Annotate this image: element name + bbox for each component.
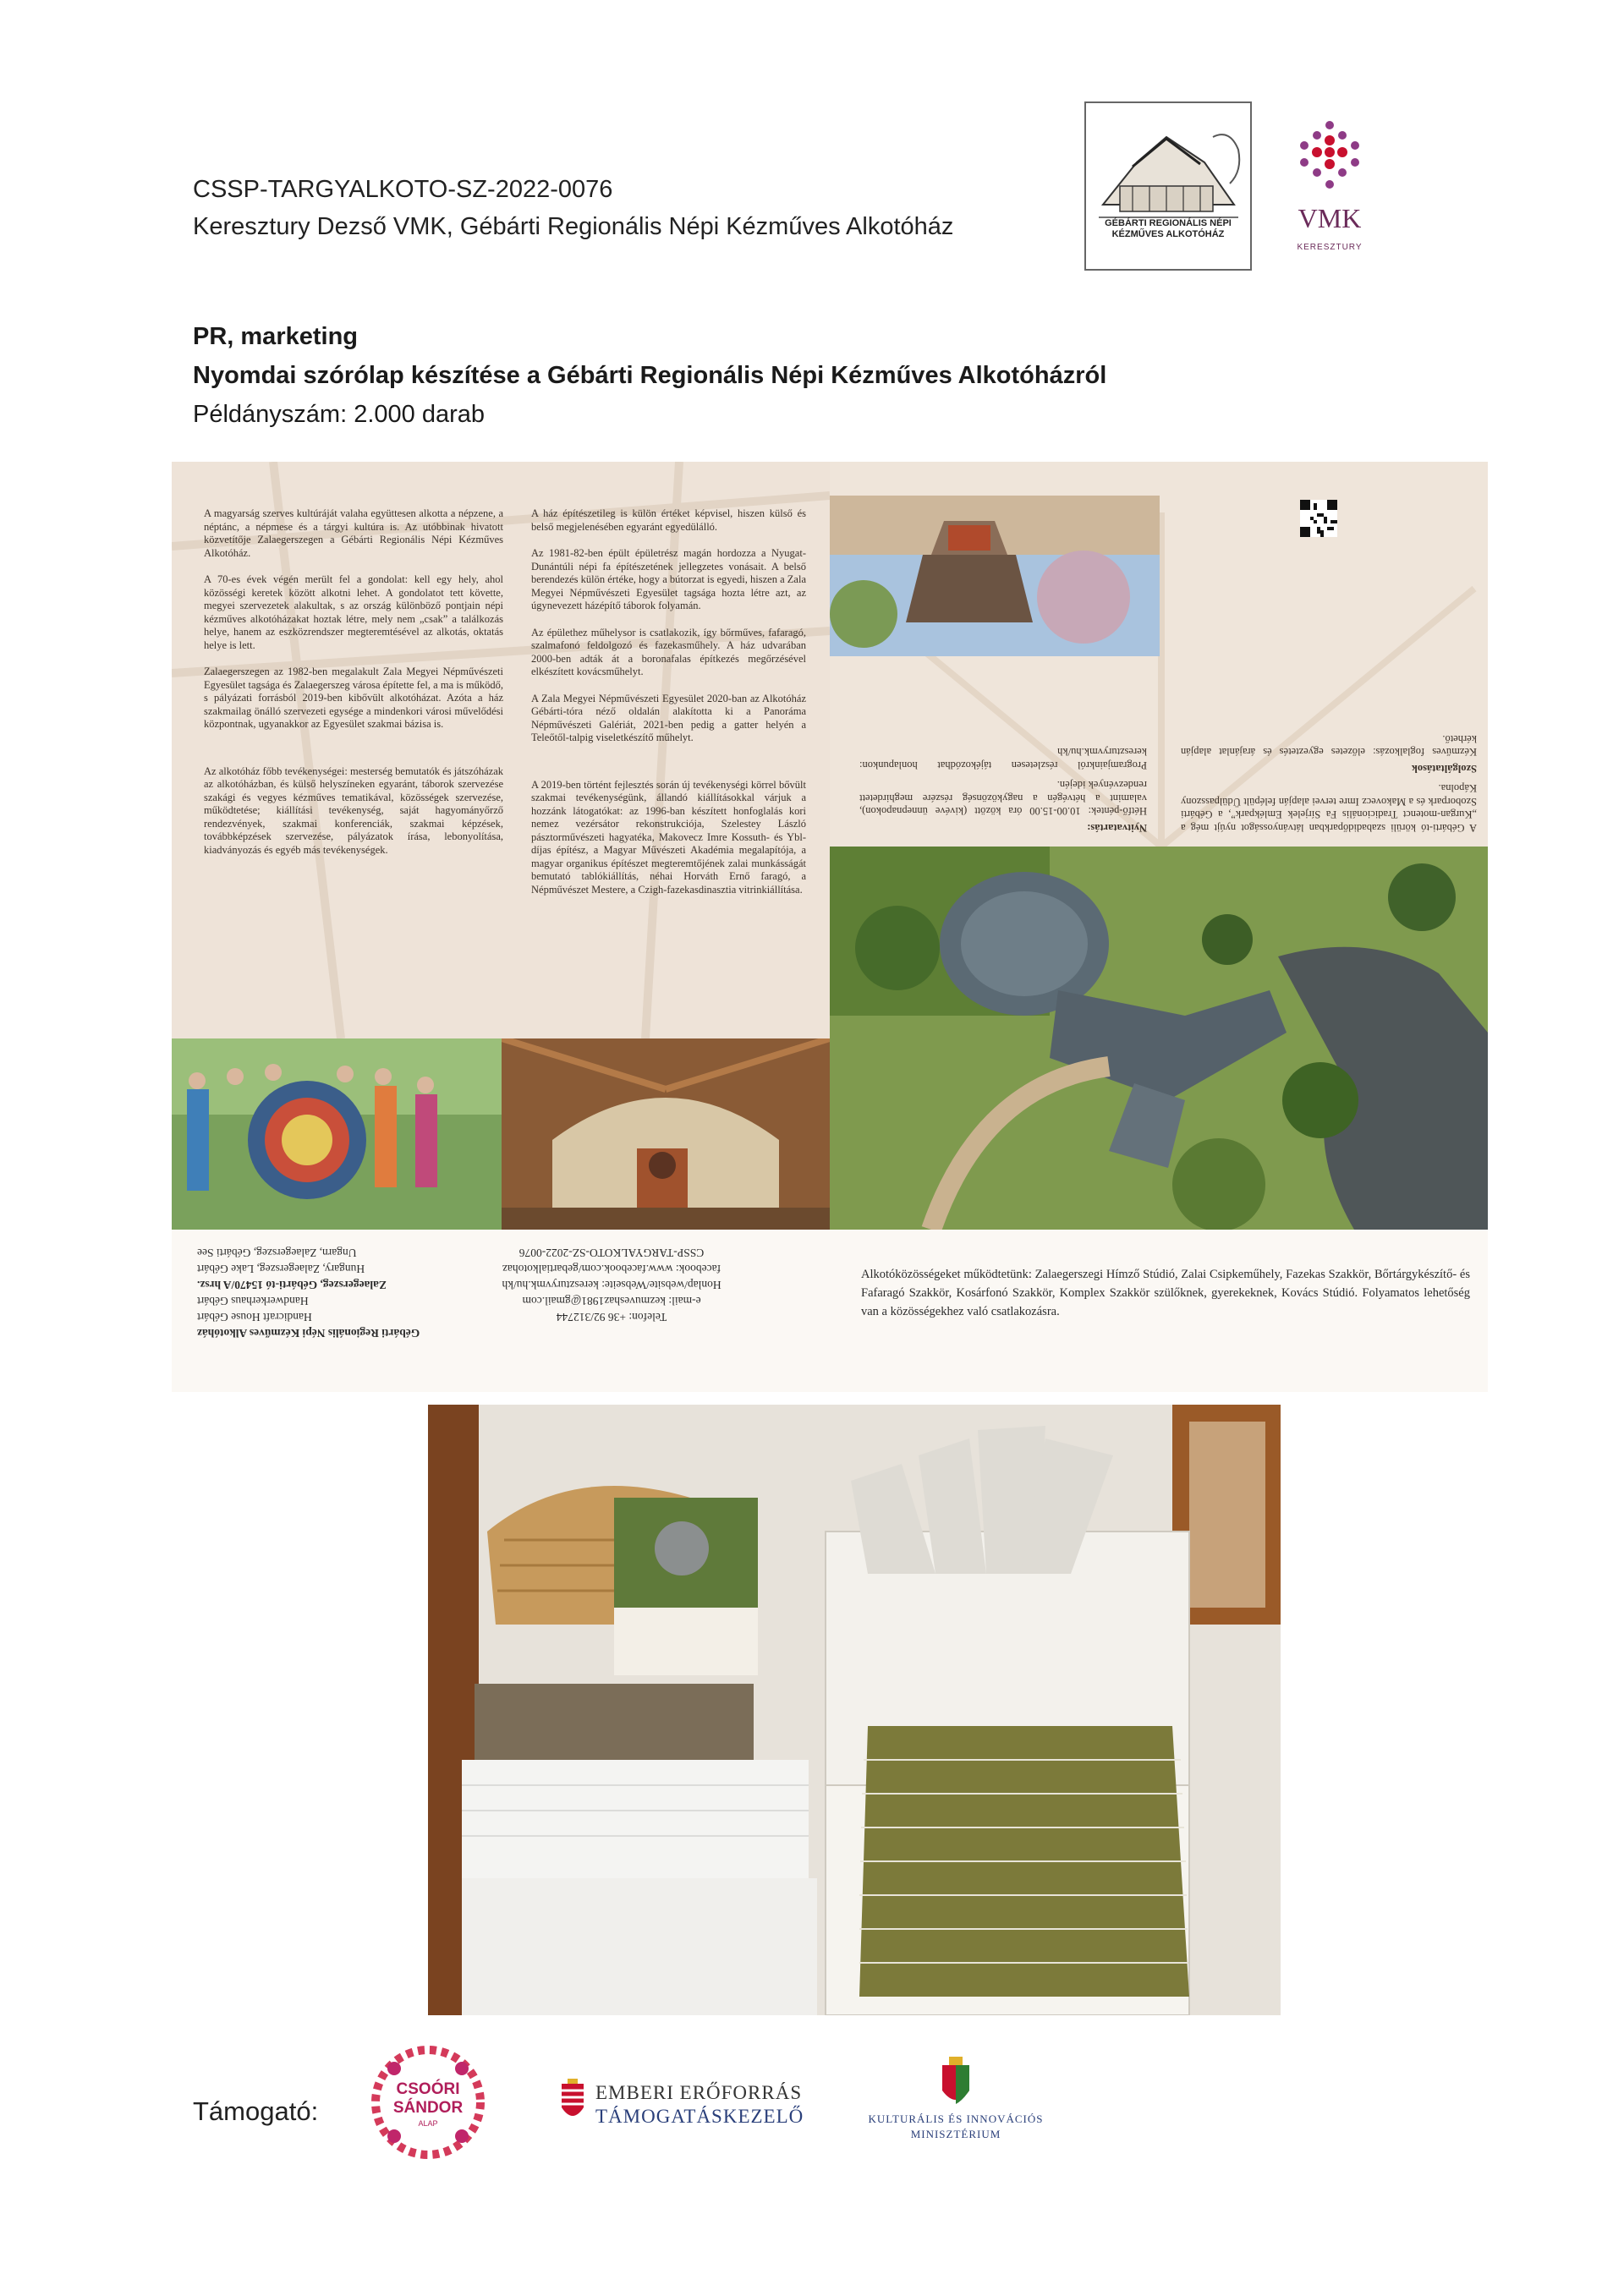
col1-para: Az alkotóház főbb tevékenységei: mesterség bemutatók és játszóházak az alkotóházban, és külső helyszíneken egyaránt, táborok szervezése szakági és vegyes kézműves tematikával, közösségek szervezése, működtetése; kiállítási tevékenység, saját hagyományőrző rendezvények, szakmai konferenciák, szakmai képzések, továbbképzések szervezése, pályázatok írása, lebonyolítása, kiadványozás és egyéb más tevékenységek. (204, 764, 503, 856)
col2-para: Az 1981-82-ben épült épületrész magán hordozza a Nyugat-Dunántúli népi fa építészetének jellegzetes vonásait. A belső berendezés külön értéke, hogy a bútorzat is egyedi, hiszen a Zala Megyei Népművészeti Egyesület tagsága hozta létre azt, az úgynevezett házépítő táborok folyamán. (531, 547, 806, 611)
org-name: Gébárti Regionális Népi Kézműves Alkotóház (197, 1327, 420, 1340)
csoori-logo (369, 2043, 487, 2162)
brochure-contact-strip (172, 1230, 1488, 1392)
org-address: Zalaegerszeg, Gébárti-tó 15470/A hrsz. (197, 1279, 387, 1291)
project-code: CSSP-TARGYALKOTO-SZ-2022-0076 (193, 176, 613, 203)
vmk-dots-logo (1292, 118, 1368, 203)
org-block-flipped (197, 1245, 425, 1341)
printed-flyers-photo (428, 1405, 1281, 2015)
emet-logo (558, 2074, 812, 2141)
institution-name: Keresztury Dezső VMK, Gébárti Regionális Népi Kézműves Alkotóház (193, 213, 954, 240)
section-category: PR, marketing (193, 323, 358, 350)
alkotohaz-logo (1084, 101, 1252, 271)
col1-para: Zalaegerszegen az 1982-ben megalakult Zala Megyei Népművészeti Egyesület tagsága és Zalaegerszeg városa építette fel, a ma is működő, s pályázati forrásból 2019-ben kibővült alkotóházat. Azóta a ház szakmailag önálló szervezeti egysége a mindenkori városi művelődési központnak, ugyanakkor az Egyesület szakmai bázisa is. (204, 666, 503, 730)
section-title: Nyomdai szórólap készítése a Gébárti Regionális Népi Kézműves Alkotóházról (193, 362, 1107, 389)
org-en: Handicraft House Gébárt (197, 1311, 312, 1323)
alkotohaz-logo-caption: GÉBÁRTI REGIONÁLIS NÉPI KÉZMŰVES ALKOTÓHÁZ (1105, 218, 1232, 239)
col2-para: A ház építészetileg is külön értéket képvisel, hiszen külső és belső megjelenésében egyaránt egyedülálló. (531, 507, 806, 533)
embroidery-group-photo (172, 1038, 502, 1230)
ministry-line1: KULTURÁLIS ÉS INNOVÁCIÓS (868, 2112, 1044, 2125)
contact-email: e-mail: kezmuveshaz1981@gmail.com (522, 1295, 701, 1307)
house-photo-top (830, 496, 1160, 656)
supporter-label: Támogató: (193, 2096, 319, 2126)
yurt-photo (502, 1038, 830, 1230)
brochure-col2 (531, 507, 806, 910)
col1-para: A magyarság szerves kultúráját valaha együttesen alkotta a népzene, a néptánc, a népmese és a tárgyi kultúra is. Az utóbbinak hivatott közvetítője Zalaegerszegen a Gébárti Regionális Népi Kézműves Alkotóház. (204, 507, 503, 559)
org-address-en: Hungary, Zalaegerszeg, Lake Gébárt (197, 1263, 365, 1275)
qr-code (1300, 500, 1337, 537)
contact-block-flipped (442, 1245, 781, 1325)
org-address-de: Ungarn, Zalaegerszeg, Gébárti See (197, 1247, 357, 1259)
col2-para: A 2019-ben történt fejlesztés során új tevékenységi körrel bővült szakmai tevékenységünk, állandó kiállításokkal várjuk a hozzánk látogatókat: az 1996-ban készített honfoglalás kori nemez vezérsátor rekonstrukciója, Szelestey László pásztorművészeti hagyatéka, Makovecz Imre Kossuth- és Ybl-díjas építész, a Magyar Művészeti Akadémia megalapítója, a magyar organikus építészet megteremtőjének zalai munkásságát bemutató tablókiállítás, néhai Horváth Ernő faragó, a Népművészet Mestere, a Czigh-fazekasdinasztia vitrinkiállítása. (531, 778, 806, 896)
org-de: Handwerkerhaus Gébárt (197, 1295, 309, 1307)
contact-facebook: facebook: www.facebook.com/gebartialkotohaz (502, 1263, 721, 1275)
ministry-line2: MINISZTÉRIUM (910, 2128, 1001, 2140)
col3-para: Programjainkról részletesen tájékozódhat honlapunkon: kereszturyvmk.hu/kh (859, 746, 1147, 771)
aerial-photo (830, 847, 1488, 1230)
csoori-line2: SÁNDOR (392, 2099, 464, 2117)
csoori-line1: CSOÓRI (396, 2080, 460, 2098)
col1-para: A 70-es évek végén merült fel a gondolat: kell egy hely, ahol közösségi keretek között alkotni lehet. A gondolatot tett követte, megyei szervezetek alakultak, s az ország különböző pontjain népi kézműves alkotóházakat hoztak létre, mely nem „csak” a találkozás helye, hanem az eszközrendszer megteremtésével az alkotás, oktatás helye is lett. (204, 573, 503, 651)
emet-line2: TÁMOGATÁSKEZELŐ (595, 2106, 804, 2127)
col3-heading: Nyitvatartás: (1087, 822, 1147, 834)
vmk-logo-sub: KERESZTURY (1297, 243, 1363, 252)
contact-code: CSSP-TARGYALKOTO-SZ-2022-0076 (518, 1247, 705, 1259)
col3-para: Hétfő-péntek: 10.00-15.00 óra között (kivéve ünnepnapokon), valamint a hétvégén a nagyközönség részére meghirdetett rendezvények idején. (859, 779, 1147, 818)
brochure-col3-flipped (836, 656, 1477, 834)
col3-para: A Gébárti-tó körüli szabadidőparkban látványosságot nyújt még a „Kurgan-motenct Tradicionális Fa Sírjelek Emlékpark”, a Gébárti Szoborpark és a Makovecz Imre tervei alapján felépült Üdülpasszony Kápolna. (1181, 782, 1477, 834)
col2-para: A Zala Megyei Népművészeti Egyesület 2020-ban az Alkotóház Gébárti-tóra néző oldalán alakította ki a Panoráma Népművészeti Galériát, 2021-ben pedig a gatter helyén a Teleőtől-talpig viseletkészítő műhelyt. (531, 692, 806, 743)
contact-web: Honlap/website/Webseite: kereszturyvmk.hu/kh (502, 1279, 721, 1291)
emet-line1: EMBERI ERŐFORRÁS (595, 2082, 803, 2103)
csoori-line3: ALAP (418, 2119, 438, 2128)
communities-text: Alkotóközösségeket működtetünk: Zalaegerszegi Hímző Stúdió, Zalai Csipkeműhely, Fazekas Szakkör, Bőrtárgykészítő- és Fafaragó Szakkör, Kosárfonó Szakkör, Komplex Szakkör szülőknek, gyerekeknek, Kovács Stúdió. Folyamatos lehetőség van a közösségekhez való csatlakozásra. (861, 1268, 1470, 1318)
col3-heading: Szolgáltatások (1411, 763, 1477, 775)
col2-para: Az épülethez műhelysor is csatlakozik, így bőrműves, fafaragó, szalmafonó feldolgozó és fazekasműhely. A ház udvarában 2000-ben adták át a boronafalas építkezés megőrzésével elkészített kovácsműhelyt. (531, 626, 806, 677)
brochure-spread (172, 462, 1488, 1392)
contact-phone: Telefon: +36 92/312744 (556, 1311, 667, 1323)
ministry-logo (863, 2057, 1049, 2150)
brochure-col1 (204, 507, 503, 870)
col3-para: Kézműves foglalkozás: előzetes egyeztetés és árajánlat alapján kérhető. (1181, 733, 1477, 759)
vmk-logo-text: VMK (1298, 203, 1362, 233)
copies-count: Példányszám: 2.000 darab (193, 401, 485, 428)
